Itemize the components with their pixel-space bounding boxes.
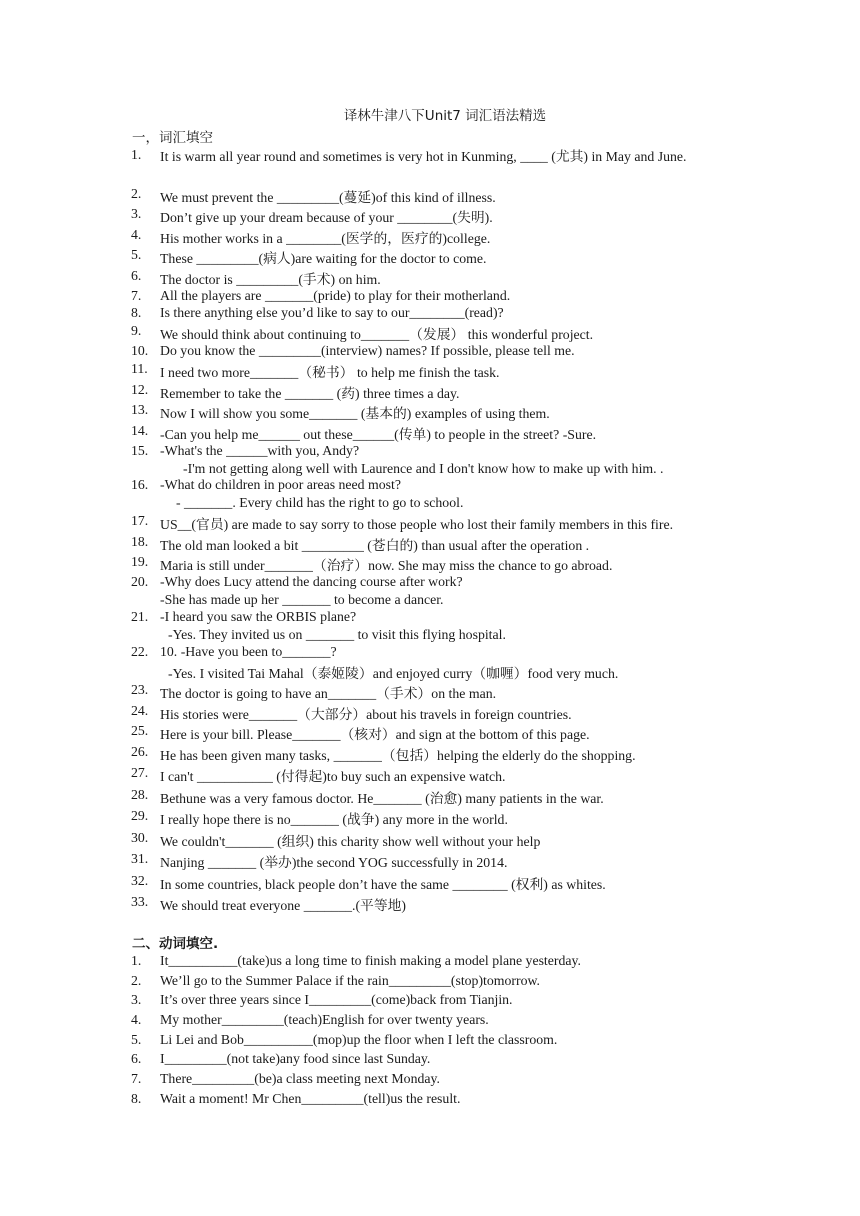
item-text: Do you know the _________(interview) names? If possible, please tell me. <box>160 343 575 358</box>
item-number: 14. <box>131 423 149 438</box>
item-number: 8. <box>131 305 142 320</box>
item-text: Remember to take the _______ (药) three times a day. <box>160 386 460 401</box>
item-number: 28. <box>131 787 149 802</box>
item-text: Bethune was a very famous doctor. He_______ (治愈) many patients in the war. <box>160 791 604 806</box>
item-text: -Why does Lucy attend the dancing course after work? <box>160 574 463 589</box>
item-text: It is warm all year round and sometimes is very hot in Kunming, ____ (尤其) in May and June. <box>160 149 687 164</box>
document-title: 译林牛津八下Unit7 词汇语法精选 <box>343 108 547 124</box>
item-number: 29. <box>131 808 149 823</box>
item-number: 13. <box>131 402 149 417</box>
section1-heading: 一，词汇填空 <box>132 130 213 146</box>
item-number: 5. <box>131 1032 142 1047</box>
item-text: I_________(not take)any food since last Sunday. <box>160 1051 431 1066</box>
item-text: I need two more_______（秘书） to help me finish the task. <box>160 365 500 380</box>
item-number: 5. <box>131 247 142 262</box>
item-text: Here is your bill. Please_______（核对）and sign at the bottom of this page. <box>160 727 590 742</box>
item-number: 27. <box>131 765 149 780</box>
item-number: 2. <box>131 973 142 988</box>
item-text: -What do children in poor areas need most? <box>160 477 401 492</box>
item-text: Nanjing _______ (举办)the second YOG successfully in 2014. <box>160 855 508 870</box>
item-number: 30. <box>131 830 149 845</box>
item-text: Don’t give up your dream because of your ________(失明). <box>160 210 493 225</box>
item-text: The doctor is _________(手术) on him. <box>160 272 381 287</box>
item-number: 9. <box>131 323 142 338</box>
item-continuation: - _______. Every child has the right to go to school. <box>176 495 464 510</box>
item-text: It’s over three years since I_________(come)back from Tianjin. <box>160 992 513 1007</box>
item-text: His stories were_______（大部分）about his travels in foreign countries. <box>160 707 572 722</box>
item-number: 18. <box>131 534 149 549</box>
item-text: -Can you help me______ out these______(传单) to people in the street? -Sure. <box>160 427 597 442</box>
item-text: The doctor is going to have an_______（手术）on the man. <box>160 686 497 701</box>
item-text: Li Lei and Bob__________(mop)up the floor when I left the classroom. <box>160 1032 558 1047</box>
item-text: Is there anything else you’d like to say to our________(read)? <box>160 305 504 320</box>
item-number: 4. <box>131 1012 142 1027</box>
item-number: 20. <box>131 574 149 589</box>
item-continuation: -Yes. They invited us on _______ to visit this flying hospital. <box>168 627 506 642</box>
section2-heading: 二、动词填空. <box>132 936 219 952</box>
item-number: 26. <box>131 744 149 759</box>
item-text: It__________(take)us a long time to finish making a model plane yesterday. <box>160 953 581 968</box>
item-number: 17. <box>131 513 149 528</box>
item-text: -I heard you saw the ORBIS plane? <box>160 609 357 624</box>
item-number: 7. <box>131 288 142 303</box>
item-text: In some countries, black people don’t have the same ________ (权利) as whites. <box>160 877 606 892</box>
item-number: 31. <box>131 851 149 866</box>
item-text: Wait a moment! Mr Chen_________(tell)us the result. <box>160 1091 461 1106</box>
item-number: 22. <box>131 644 149 659</box>
item-number: 11. <box>131 361 148 376</box>
item-text: There_________(be)a class meeting next Monday. <box>160 1071 440 1086</box>
item-number: 6. <box>131 1051 142 1066</box>
item-continuation: -I'm not getting along well with Laurence and I don't know how to make up with him. . <box>183 461 664 476</box>
item-continuation: -Yes. I visited Tai Mahal（泰姬陵）and enjoyed curry（咖喱）food very much. <box>168 666 619 681</box>
item-text: His mother works in a ________(医学的，医疗的)college. <box>160 231 491 246</box>
item-continuation: -She has made up her _______ to become a dancer. <box>160 592 444 607</box>
item-text: US__(官员) are made to say sorry to those people who lost their family members in this fire. <box>160 517 674 532</box>
item-number: 23. <box>131 682 149 697</box>
item-number: 4. <box>131 227 142 242</box>
item-number: 33. <box>131 894 149 909</box>
item-text: We should treat everyone _______.(平等地) <box>160 898 407 913</box>
item-text: I can't ___________ (付得起)to buy such an expensive watch. <box>160 769 506 784</box>
item-number: 32. <box>131 873 149 888</box>
item-text: These _________(病人)are waiting for the doctor to come. <box>160 251 487 266</box>
item-number: 3. <box>131 992 142 1007</box>
item-text: We must prevent the _________(蔓延)of this kind of illness. <box>160 190 496 205</box>
item-number: 10. <box>131 343 149 358</box>
item-text: -What's the ______with you, Andy? <box>160 443 360 458</box>
item-text: The old man looked a bit _________ (苍白的) than usual after the operation . <box>160 538 590 553</box>
item-number: 24. <box>131 703 149 718</box>
item-text: He has been given many tasks, _______（包括）helping the elderly do the shopping. <box>160 748 636 763</box>
item-number: 3. <box>131 206 142 221</box>
item-number: 1. <box>131 147 142 162</box>
item-number: 1. <box>131 953 142 968</box>
item-number: 21. <box>131 609 149 624</box>
item-number: 16. <box>131 477 149 492</box>
item-text: Now I will show you some_______ (基本的) examples of using them. <box>160 406 550 421</box>
item-text: I really hope there is no_______ (战争) any more in the world. <box>160 812 508 827</box>
item-text: 10. -Have you been to_______? <box>160 644 337 659</box>
item-number: 6. <box>131 268 142 283</box>
item-number: 19. <box>131 554 149 569</box>
item-text: Maria is still under_______（治疗）now. She may miss the chance to go abroad. <box>160 558 613 573</box>
item-number: 12. <box>131 382 149 397</box>
item-number: 25. <box>131 723 149 738</box>
item-number: 7. <box>131 1071 142 1086</box>
item-text: We’ll go to the Summer Palace if the rain_________(stop)tomorrow. <box>160 973 541 988</box>
item-text: We should think about continuing to_______（发展） this wonderful project. <box>160 327 594 342</box>
item-text: We couldn't_______ (组织) this charity show well without your help <box>160 834 541 849</box>
item-number: 15. <box>131 443 149 458</box>
item-number: 8. <box>131 1091 142 1106</box>
item-text: My mother_________(teach)English for over twenty years. <box>160 1012 489 1027</box>
item-number: 2. <box>131 186 142 201</box>
item-text: All the players are _______(pride) to play for their motherland. <box>160 288 511 303</box>
